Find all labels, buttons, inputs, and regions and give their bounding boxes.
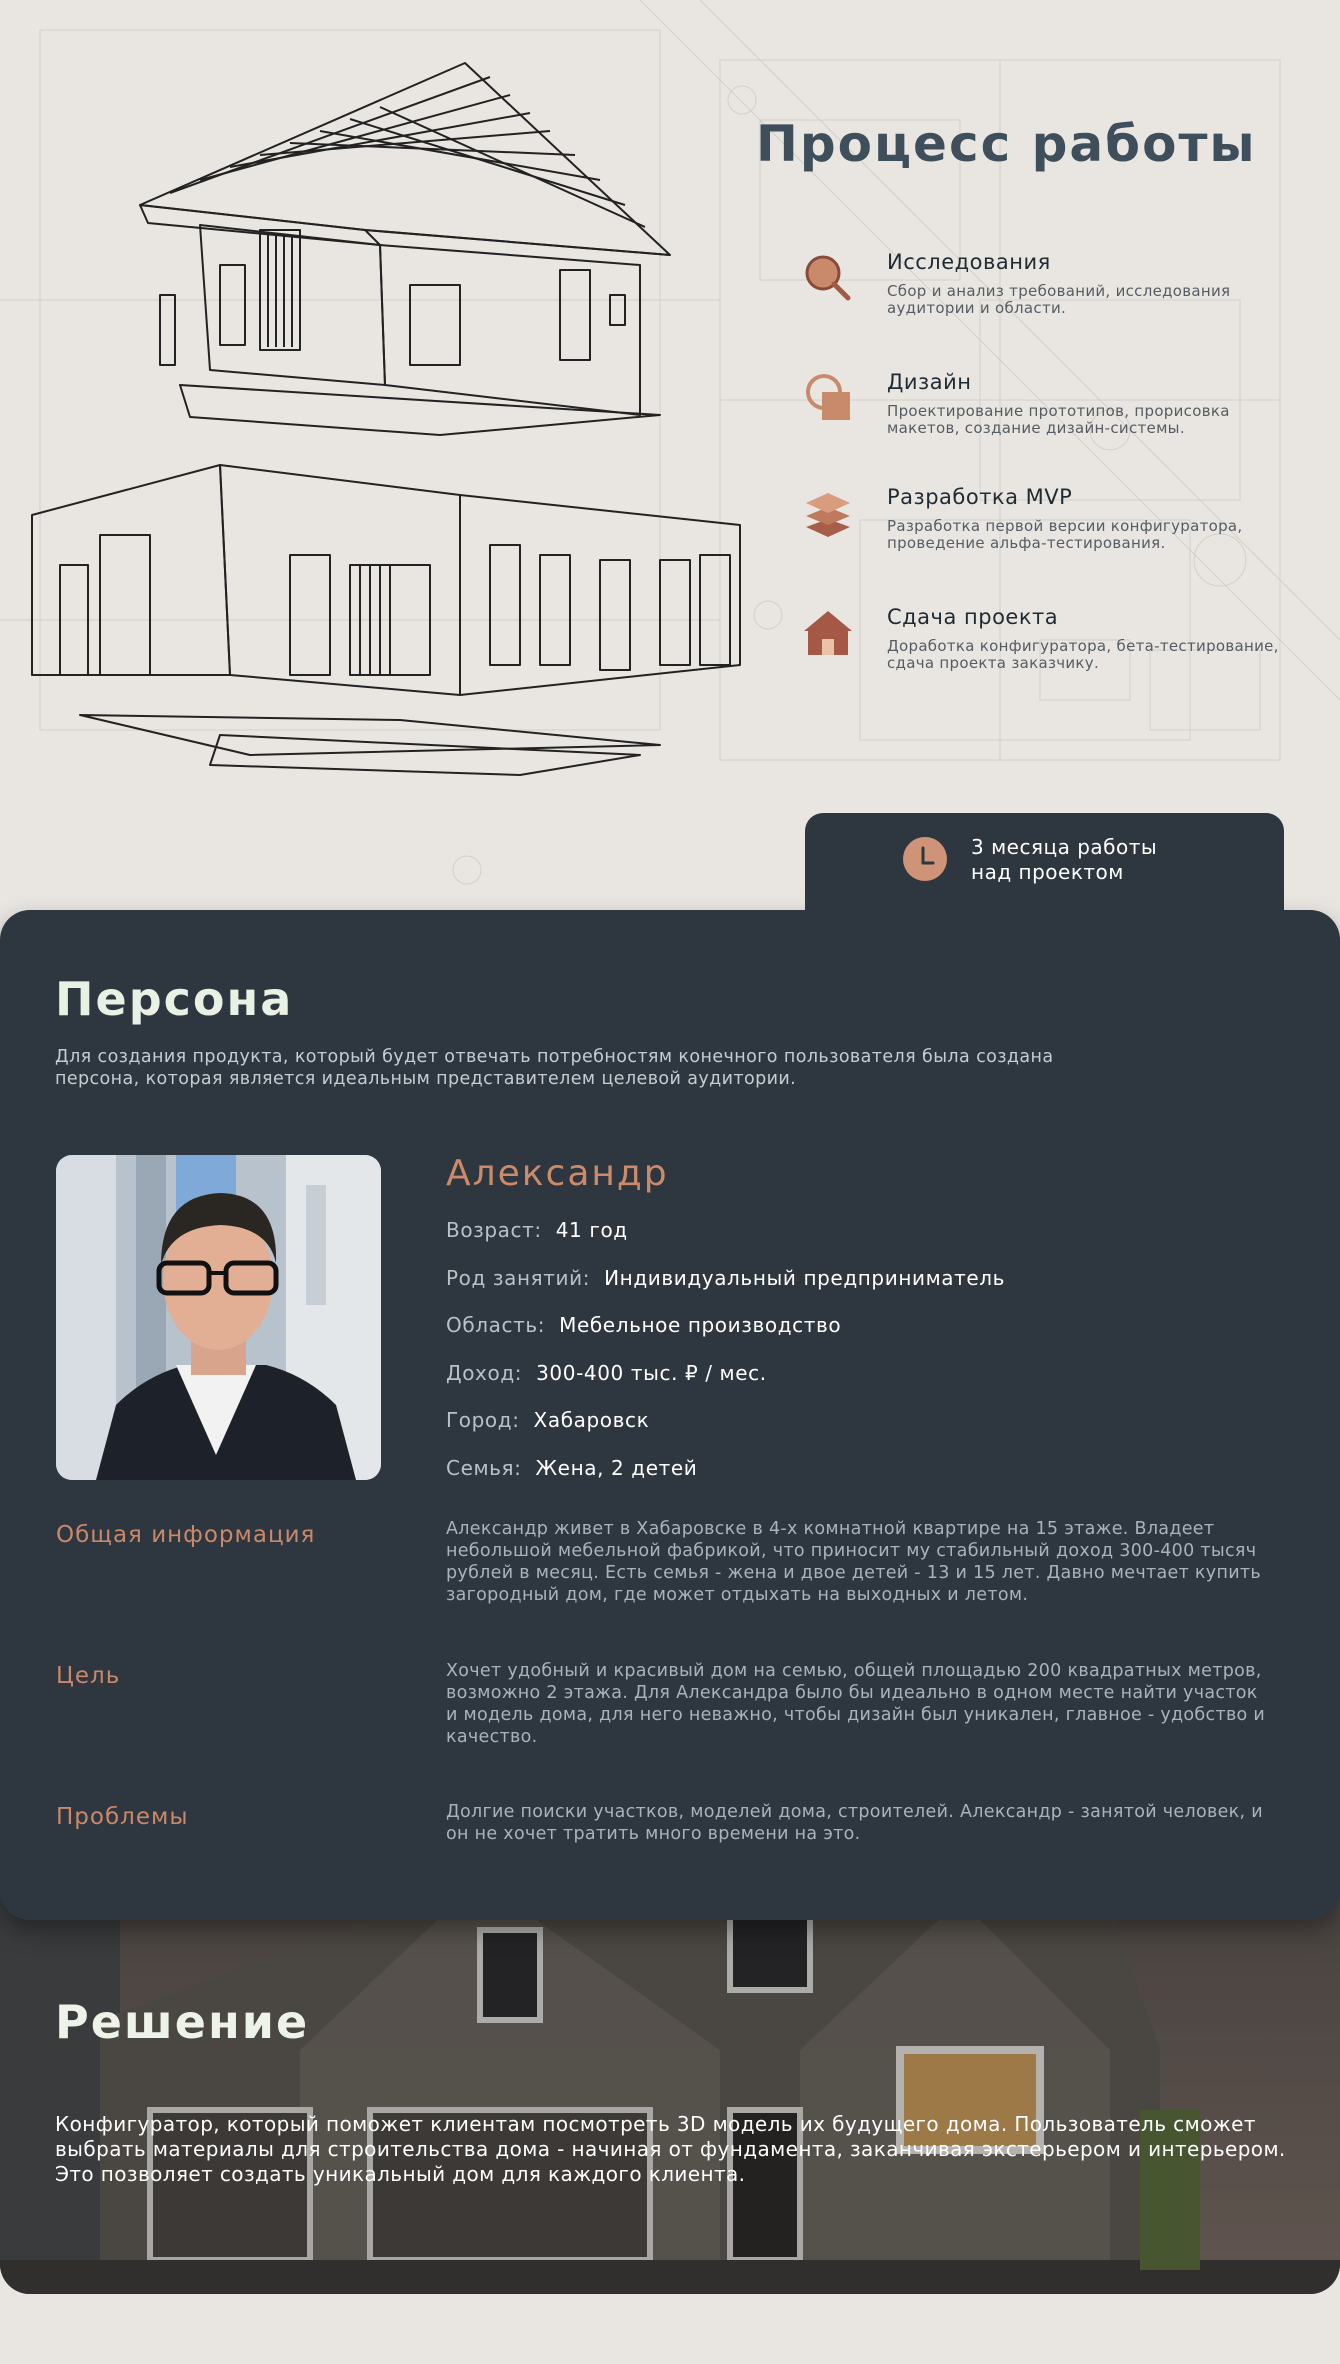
solution-title: Решение <box>55 1995 310 2049</box>
persona-photo <box>56 1155 381 1480</box>
persona-intro: Для создания продукта, который будет отвечать потребностям конечного пользователя была создана персона, которая является идеальным представителем целевой аудитории. <box>55 1047 1054 1089</box>
solution-text: Конфигуратор, который поможет клиентам посмотреть 3D модель их будущего дома. Пользователь сможет выбрать материалы для строительства дома - начиная от фундамента, заканчивая экстерьером и интерьером. Это позволяет создать уникальный дом для каждого клиента. <box>55 2112 1286 2186</box>
step-title: Исследования <box>887 250 1051 274</box>
house-photo-background <box>0 1880 1340 2294</box>
magnifier-icon <box>800 250 856 306</box>
section-text-goal: Хочет удобный и красивый дом на семью, общей площадью 200 квадратных метров, возможно 2 этажа. Для Александра было бы идеально в одном месте найти участок и модель дома, для него неважно, чтобы дизайн был уникален, главное - удобство и качество. <box>446 1661 1266 1747</box>
step-description: Сбор и анализ требований, исследования аудитории и области. <box>887 282 1231 317</box>
attr-label: Возраст: <box>446 1218 542 1242</box>
step-description: Разработка первой версии конфигуратора, проведение альфа-тестирования. <box>887 517 1243 552</box>
attr-value: Жена, 2 детей <box>535 1456 698 1480</box>
attr-label: Город: <box>446 1408 520 1432</box>
persona-name: Александр <box>446 1153 669 1194</box>
attr-value: 300-400 тыс. ₽ / мес. <box>536 1361 767 1385</box>
house-sketch-illustration <box>20 55 750 785</box>
attr-label: Род занятий: <box>446 1266 591 1290</box>
section-label-problems: Проблемы <box>56 1804 189 1830</box>
attr-value: 41 год <box>555 1218 628 1242</box>
process-title: Процесс работы <box>756 115 1257 173</box>
step-description: Доработка конфигуратора, бета-тестирование, сдача проекта заказчику. <box>887 637 1279 672</box>
attr-label: Семья: <box>446 1456 522 1480</box>
persona-title: Персона <box>55 972 294 1026</box>
clock-icon <box>902 836 948 882</box>
persona-attr-city <box>446 1408 649 1432</box>
persona-attr-field <box>446 1313 841 1337</box>
attr-value: Мебельное производство <box>559 1313 842 1337</box>
attr-value: Хабаровск <box>533 1408 650 1432</box>
persona-attr-occupation <box>446 1266 1005 1290</box>
persona-attr-age <box>446 1218 628 1242</box>
solution-section <box>0 1880 1340 2294</box>
step-title: Дизайн <box>887 370 972 394</box>
attr-value: Индивидуальный предприниматель <box>604 1266 1006 1290</box>
step-title: Разработка MVP <box>887 485 1073 509</box>
step-description: Проектирование прототипов, прорисовка макетов, создание дизайн-системы. <box>887 402 1230 437</box>
section-label-general: Общая информация <box>56 1522 316 1548</box>
attr-label: Область: <box>446 1313 546 1337</box>
house-icon <box>800 605 856 661</box>
persona-attr-income <box>446 1361 767 1385</box>
section-label-goal: Цель <box>56 1663 121 1689</box>
attr-label: Доход: <box>446 1361 523 1385</box>
persona-section <box>0 910 1340 1920</box>
step-title: Сдача проекта <box>887 605 1059 629</box>
duration-text: 3 месяца работы над проектом <box>971 835 1158 884</box>
section-text-problems: Долгие поиски участков, моделей дома, строителей. Александр - занятой человек, и он не хочет тратить много времени на это. <box>446 1802 1263 1844</box>
persona-attr-family <box>446 1456 697 1480</box>
process-section <box>0 0 1340 920</box>
tab-connector <box>805 890 1284 930</box>
design-shapes-icon <box>800 370 856 426</box>
section-text-general: Александр живет в Хабаровске в 4-х комнатной квартире на 15 этаже. Владеет небольшой мебельной фабрикой, что приносит му стабильный доход 300-400 тысяч рублей в месяц. Есть семья - жена и двое детей - 13 и 15 лет. Давно мечтает купить загородный дом, где может отдыхать на выходных и летом. <box>446 1519 1261 1605</box>
layers-icon <box>800 485 856 541</box>
